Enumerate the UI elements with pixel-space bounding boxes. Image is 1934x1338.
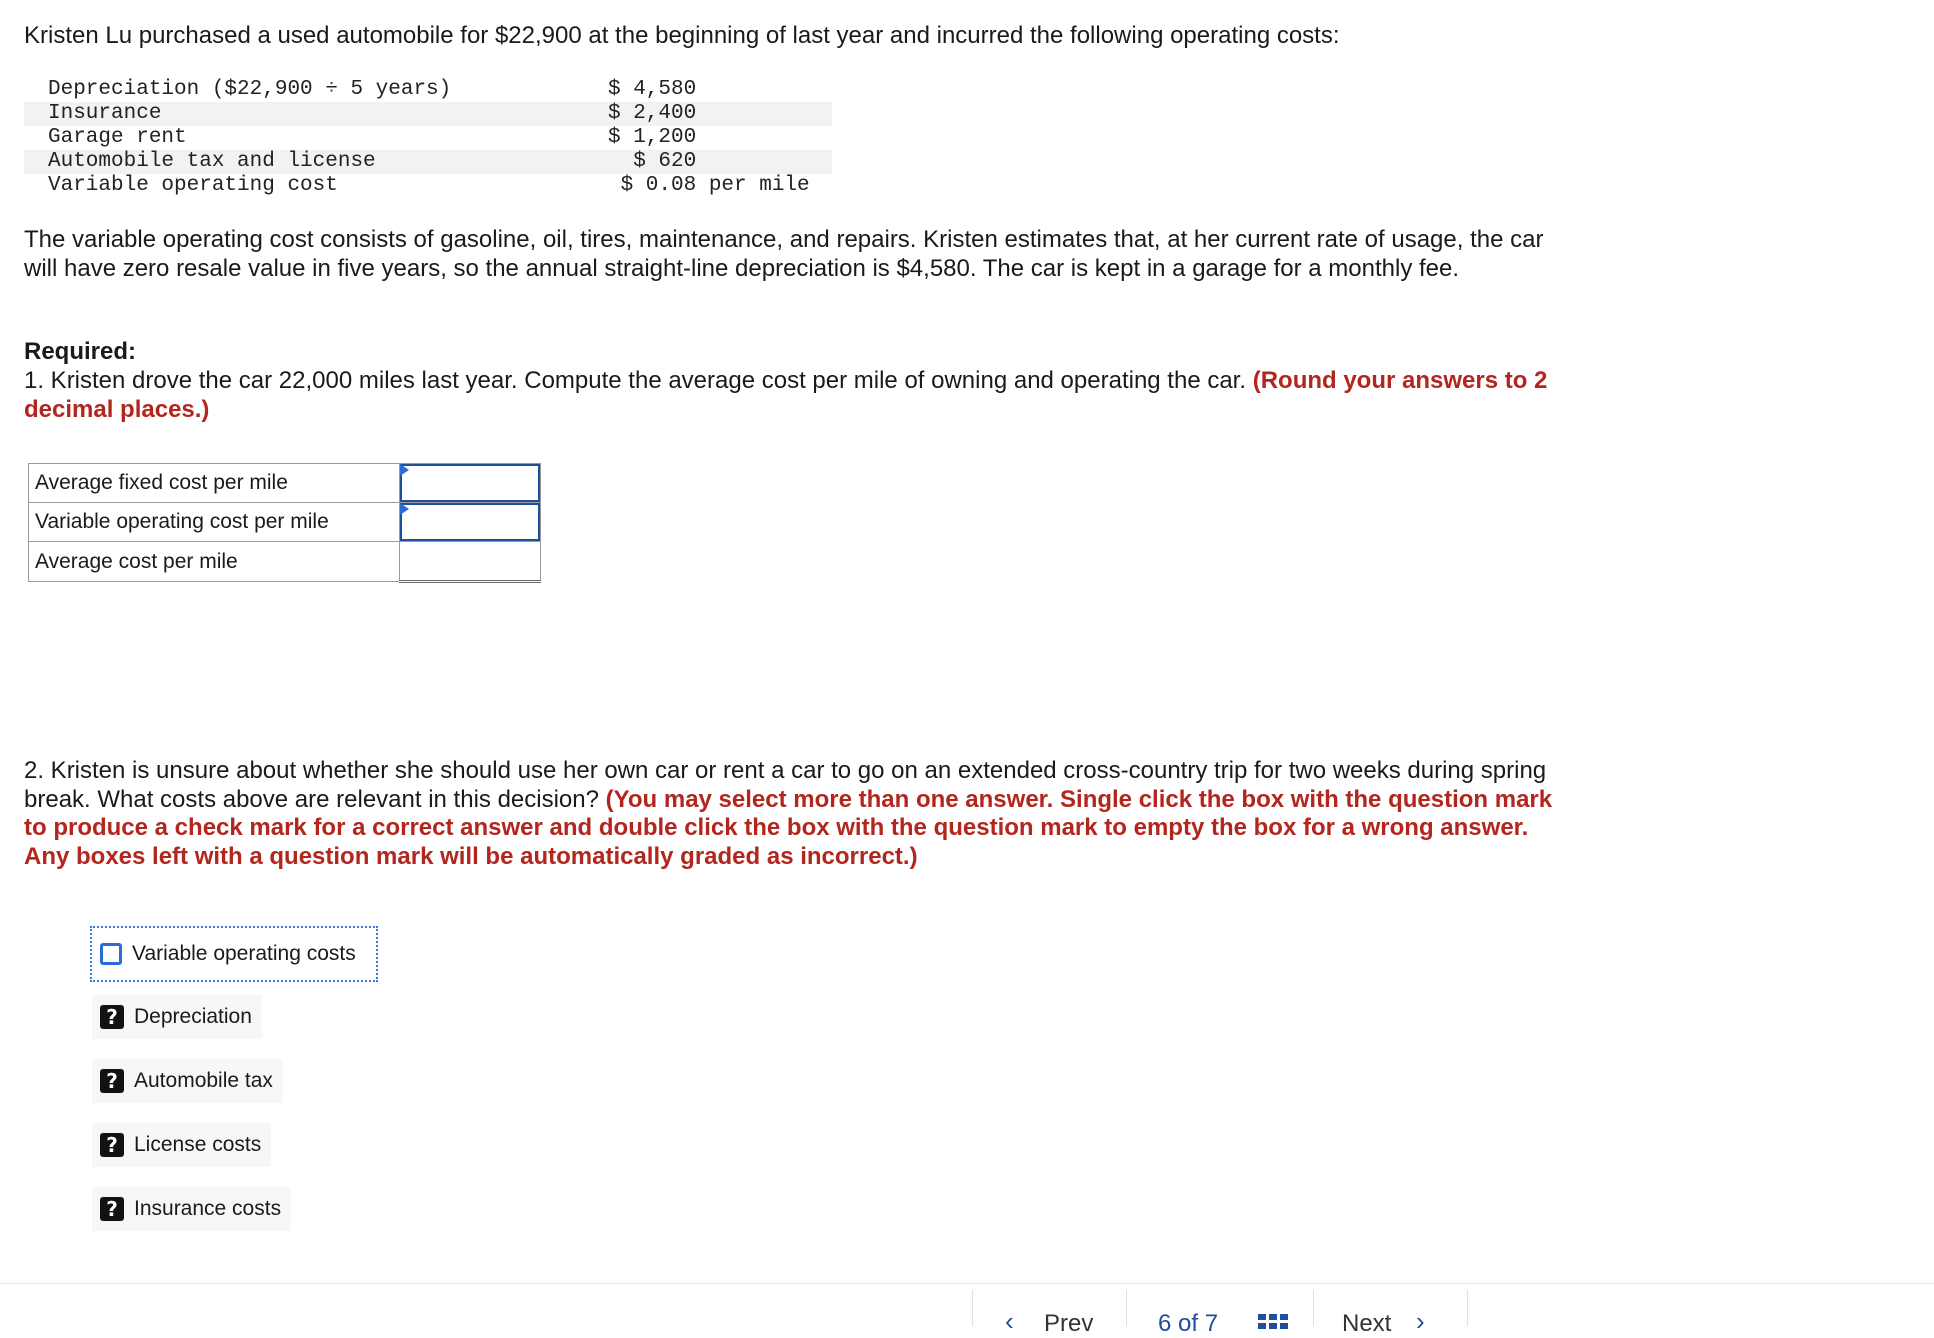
average-cost-total	[400, 542, 541, 582]
question-mark-icon[interactable]: ?	[100, 1197, 124, 1221]
page-indicator[interactable]	[1158, 1310, 1218, 1338]
average-fixed-cost-input[interactable]	[400, 464, 540, 502]
nav-divider	[1313, 1290, 1314, 1326]
nav-divider	[972, 1290, 973, 1326]
option-label: Insurance costs	[134, 1197, 282, 1220]
nav-divider	[1126, 1290, 1127, 1326]
cost-row	[24, 126, 832, 150]
cost-amount: $ 1,200	[608, 126, 697, 149]
problem-description: The variable operating cost consists of gasoline, oil, tires, maintenance, and repairs. Kristen estimates that, at her current rate of usage, the car will have zero resale value in five years, so the annual straight-line depreciation is $4,580. The car is kept in a garage for a monthly fee.	[24, 226, 1544, 282]
option-label: Automobile tax	[134, 1069, 273, 1092]
cost-label: Depreciation ($22,900 ÷ 5 years)	[48, 78, 452, 101]
answer-cell	[400, 464, 541, 503]
answer-row-label: Average cost per mile	[29, 542, 400, 582]
table-row	[29, 464, 541, 503]
question-mark-icon[interactable]: ?	[100, 1133, 124, 1157]
answer-row-label: Variable operating cost per mile	[29, 503, 400, 542]
cost-label: Automobile tax and license	[48, 150, 376, 173]
input-marker-icon	[400, 464, 409, 476]
cost-amount: $ 0.08 per mile	[608, 174, 810, 197]
answer-cell	[400, 503, 541, 542]
option-label: Variable operating costs	[132, 942, 356, 965]
cost-label: Insurance	[48, 102, 162, 125]
operating-costs-table	[24, 78, 832, 198]
answer-row-label: Average fixed cost per mile	[29, 464, 400, 503]
cost-row	[24, 78, 832, 102]
question-1	[24, 367, 1564, 424]
chevron-right-icon[interactable]: ›	[1416, 1306, 1425, 1336]
checkbox-icon[interactable]	[100, 943, 122, 965]
question-mark-icon[interactable]: ?	[100, 1005, 124, 1029]
question-1-instruction: (Round your answers to 2 decimal places.)	[24, 367, 1548, 423]
cost-row	[24, 150, 832, 174]
answer-table	[28, 463, 541, 583]
cost-amount: $ 2,400	[608, 102, 697, 125]
question-1-text: 1. Kristen drove the car 22,000 miles last year. Compute the average cost per mile of owning and operating the car.	[24, 367, 1247, 394]
option-label: License costs	[134, 1133, 262, 1156]
question-2-instruction: (You may select more than one answer. Single click the box with the question mark to produce a check mark for a correct answer and double click the box with the question mark to empty the box for a wrong answer. Any boxes left with a question mark will be automatically graded as incorrect.)	[24, 785, 1553, 870]
page-current: 6	[1158, 1310, 1172, 1337]
cost-amount: $ 620	[608, 150, 697, 173]
option-automobile-tax[interactable]	[92, 1059, 283, 1103]
problem-intro: Kristen Lu purchased a used automobile for $22,900 at the beginning of last year and incurred the following operating costs:	[24, 22, 1340, 49]
page-total: of 7	[1178, 1310, 1219, 1337]
table-row	[29, 542, 541, 582]
chevron-left-icon[interactable]: ‹	[1005, 1306, 1014, 1336]
footer-divider	[0, 1283, 1934, 1284]
cost-row	[24, 174, 832, 198]
cost-label: Variable operating cost	[48, 174, 338, 197]
cost-amount: $ 4,580	[608, 78, 697, 101]
cost-row	[24, 102, 832, 126]
option-variable-operating-costs[interactable]	[90, 926, 378, 982]
prev-button[interactable]: Prev	[1044, 1310, 1094, 1337]
option-depreciation[interactable]	[92, 995, 262, 1039]
table-row	[29, 503, 541, 542]
question-2-text: 2. Kristen is unsure about whether she should use her own car or rent a car to go on an extended cross-country trip for two weeks during spring break. What costs above are relevant in this decision?	[24, 757, 1547, 813]
question-2	[24, 757, 1564, 871]
cost-label: Garage rent	[48, 126, 187, 149]
option-license-costs[interactable]	[92, 1123, 271, 1167]
next-button[interactable]: Next	[1342, 1310, 1392, 1337]
option-label: Depreciation	[134, 1005, 252, 1028]
nav-divider	[1467, 1290, 1468, 1326]
input-marker-icon	[400, 503, 409, 515]
question-mark-icon[interactable]: ?	[100, 1069, 124, 1093]
option-insurance-costs[interactable]	[92, 1187, 291, 1231]
variable-cost-input[interactable]	[400, 503, 540, 541]
required-heading: Required:	[24, 338, 137, 365]
